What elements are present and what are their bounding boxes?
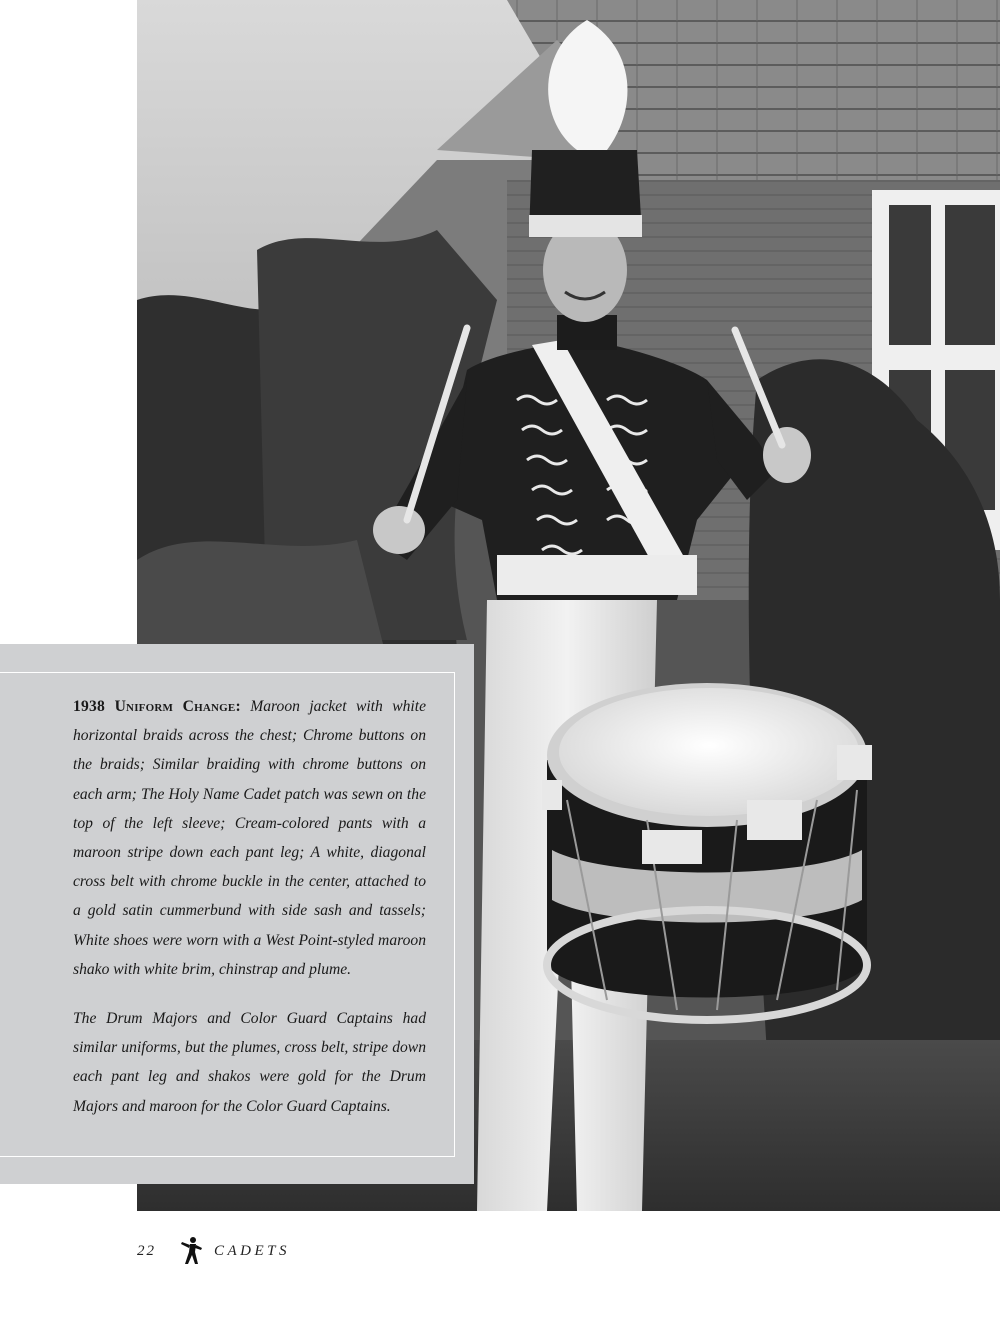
page-footer: [137, 1236, 290, 1266]
page-number: 22: [137, 1242, 156, 1259]
caption-lead: 1938 Uniform Change:: [73, 698, 241, 715]
caption-body-1: Maroon jacket with white horizontal braids across the chest; Chrome buttons on the braids; Similar braiding with chrome buttons on each arm; The Holy Name Cadet patch was sewn on the top of the left sleeve; Cream-colored pants with a maroon stripe down each pant leg; A white, diagonal cross belt with chrome buckle in the center, attached to a gold satin cummerbund with side sash and tassels; White shoes were worn with a West Point-styled maroon shako with white brim, chinstrap and plume.: [73, 698, 426, 978]
caption-text: [73, 692, 426, 1141]
section-title: CADETS: [214, 1242, 291, 1259]
caption-paragraph-2: The Drum Majors and Color Guard Captains had similar uniforms, but the plumes, cross belt, stripe down each pant leg and shakos were gold for the Drum Majors and maroon for the Color Guard Captains.: [73, 1010, 426, 1115]
caption-paragraph-1: [73, 692, 426, 984]
drummer-silhouette-icon: [178, 1236, 204, 1266]
